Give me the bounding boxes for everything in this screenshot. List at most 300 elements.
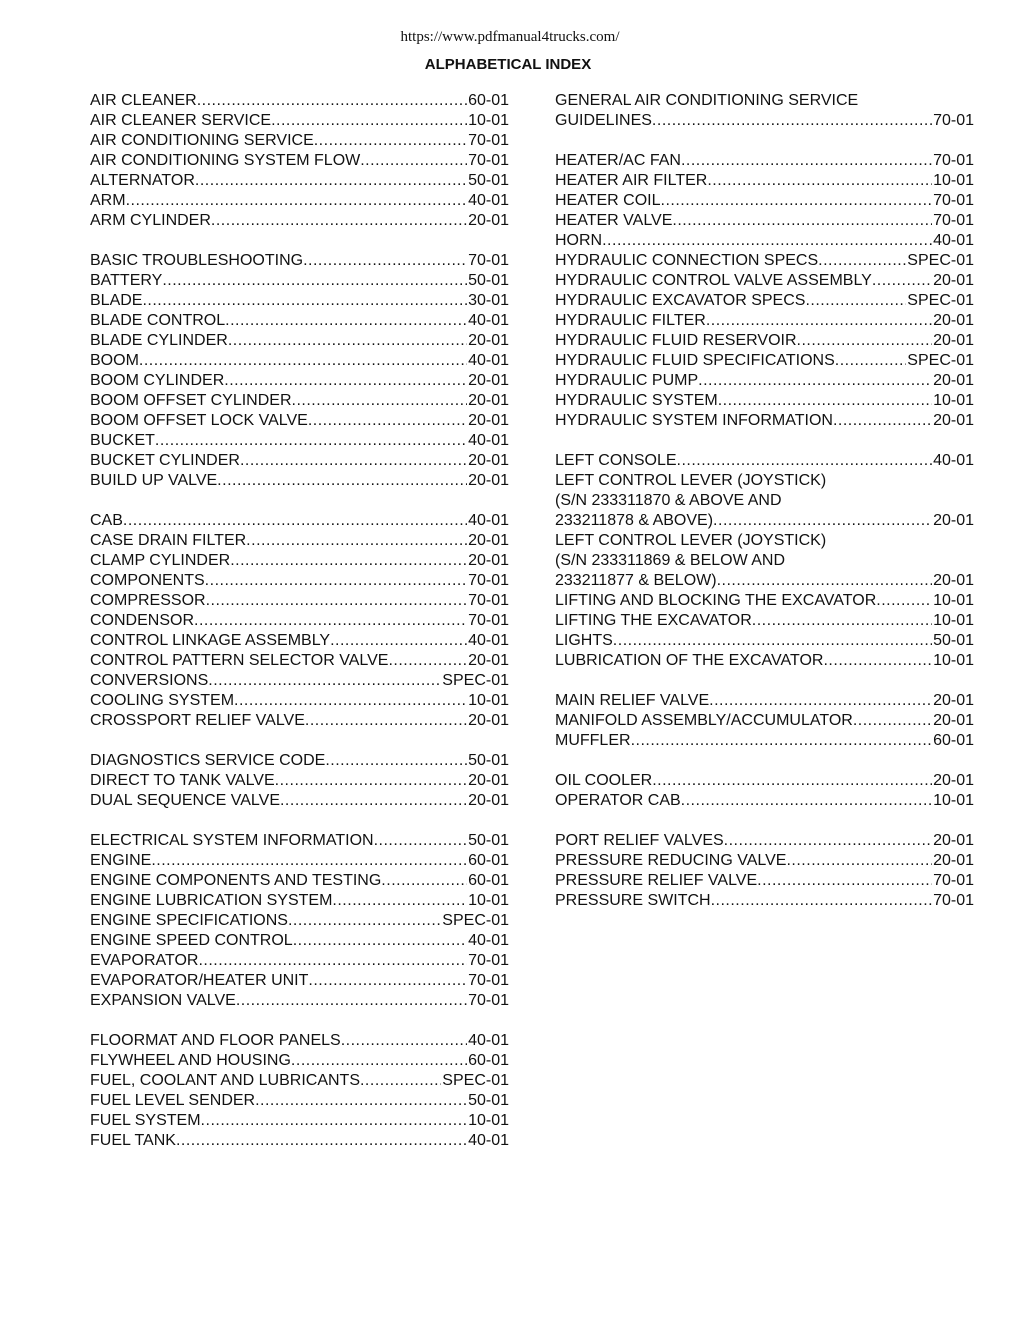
dot-leader (201, 1111, 468, 1131)
dot-leader (786, 851, 932, 871)
index-entry-name: EVAPORATOR (90, 952, 199, 969)
index-entry[interactable] (90, 671, 509, 691)
index-entry[interactable] (555, 831, 974, 851)
dot-leader (602, 231, 932, 251)
index-entry-page: 40-01 (933, 452, 974, 469)
index-entry[interactable] (555, 411, 974, 431)
index-entry-page: 40-01 (468, 1132, 509, 1149)
index-entry[interactable] (90, 571, 509, 591)
index-entry-page: 70-01 (933, 112, 974, 129)
index-entry-page: 40-01 (933, 232, 974, 249)
index-entry-page: 70-01 (933, 152, 974, 169)
index-entry-name: BOOM OFFSET LOCK VALVE (90, 412, 308, 429)
dot-leader (194, 611, 467, 631)
index-entry[interactable] (555, 771, 974, 791)
index-entry[interactable] (90, 851, 509, 871)
index-entry-page: 50-01 (468, 752, 509, 769)
index-entry-page: 10-01 (933, 592, 974, 609)
index-entry-name: ARM CYLINDER (90, 212, 211, 229)
index-entry-name: BOOM OFFSET CYLINDER (90, 392, 292, 409)
dot-leader (677, 451, 933, 471)
source-url: https://www.pdfmanual4trucks.com/ (400, 29, 620, 45)
section-spacer (90, 1011, 509, 1031)
index-entry-page: 20-01 (933, 272, 974, 289)
index-entry-name: MUFFLER (555, 732, 631, 749)
index-entry-page: 70-01 (468, 992, 509, 1009)
dot-leader (853, 711, 932, 731)
index-entry-page: 20-01 (468, 412, 509, 429)
section-spacer (555, 131, 974, 151)
index-entry[interactable] (555, 251, 974, 271)
dot-leader (661, 191, 933, 211)
index-entry-name: FLOORMAT AND FLOOR PANELS (90, 1032, 341, 1049)
index-entry-page: 20-01 (933, 692, 974, 709)
dot-leader (711, 891, 933, 911)
dot-leader (224, 371, 467, 391)
index-entry[interactable] (90, 511, 509, 531)
section-spacer (555, 431, 974, 451)
dot-leader (709, 691, 932, 711)
section-spacer (90, 731, 509, 751)
index-entry[interactable] (90, 191, 509, 211)
index-entry[interactable] (555, 291, 974, 311)
index-entry[interactable] (90, 391, 509, 411)
index-entry-name: LIGHTS (555, 632, 613, 649)
index-entry-name: ENGINE SPECIFICATIONS (90, 912, 288, 929)
index-entry[interactable] (90, 1031, 509, 1051)
index-entry-page: 70-01 (468, 572, 509, 589)
index-entry-page: 20-01 (468, 772, 509, 789)
index-entry-page: 60-01 (468, 1052, 509, 1069)
index-entry-page: 10-01 (933, 612, 974, 629)
page-title: ALPHABETICAL INDEX (424, 56, 592, 73)
index-entry-name: HEATER/AC FAN (555, 152, 681, 169)
index-entry-name: CONVERSIONS (90, 672, 209, 689)
index-entry-page: 40-01 (468, 352, 509, 369)
dot-leader (360, 1071, 441, 1091)
index-entry[interactable] (555, 351, 974, 371)
index-entry-name: MANIFOLD ASSEMBLY/ACCUMULATOR (555, 712, 853, 729)
dot-leader (314, 131, 467, 151)
index-entry-name: GUIDELINES (555, 112, 652, 129)
index-entry-page: 20-01 (468, 372, 509, 389)
index-entry[interactable] (90, 971, 509, 991)
index-entry-page: 40-01 (468, 1032, 509, 1049)
section-spacer (555, 671, 974, 691)
index-entry-name: FUEL SYSTEM (90, 1112, 201, 1129)
index-entry-name: COOLING SYSTEM (90, 692, 235, 709)
index-entry-name: COMPRESSOR (90, 592, 206, 609)
index-entry[interactable] (90, 111, 509, 131)
index-entry[interactable] (555, 331, 974, 351)
index-entry-name: BLADE CONTROL (90, 312, 226, 329)
index-entry-page: 60-01 (468, 872, 509, 889)
index-entry-page: 50-01 (468, 172, 509, 189)
index-entry-name: BATTERY (90, 272, 163, 289)
index-entry[interactable] (90, 451, 509, 471)
index-entry[interactable] (90, 471, 509, 491)
index-entry-name: HORN (555, 232, 603, 249)
index-entry[interactable] (90, 291, 509, 311)
index-entry[interactable] (90, 991, 509, 1011)
dot-leader (332, 891, 467, 911)
index-entry-name: (S/N 233311870 & ABOVE AND (555, 492, 782, 509)
index-entry-name: HYDRAULIC PUMP (555, 372, 699, 389)
dot-leader (126, 191, 468, 211)
index-entry[interactable] (555, 791, 974, 811)
index-entry[interactable] (555, 371, 974, 391)
dot-leader (240, 451, 467, 471)
index-entry-page: 70-01 (468, 252, 509, 269)
index-entry-name: HYDRAULIC SYSTEM INFORMATION (555, 412, 833, 429)
dot-leader (652, 111, 932, 131)
index-entry-name: HYDRAULIC FLUID SPECIFICATIONS (555, 352, 835, 369)
dot-leader (211, 211, 467, 231)
index-entry-name: HEATER AIR FILTER (555, 172, 708, 189)
dot-leader (388, 651, 467, 671)
index-entry[interactable] (90, 311, 509, 331)
dot-leader (833, 411, 932, 431)
index-entry[interactable] (90, 871, 509, 891)
section-spacer (90, 231, 509, 251)
index-entry[interactable] (90, 931, 509, 951)
index-entry-page: 10-01 (468, 692, 509, 709)
index-entry-name: PRESSURE SWITCH (555, 892, 711, 909)
dot-leader (305, 711, 467, 731)
index-entry-page: 20-01 (468, 332, 509, 349)
index-entry-page: 70-01 (933, 872, 974, 889)
index-entry-name: OIL COOLER (555, 772, 653, 789)
index-entry[interactable] (90, 411, 509, 431)
index-entry[interactable] (90, 691, 509, 711)
index-entry[interactable] (555, 511, 974, 531)
index-entry-page: 40-01 (468, 432, 509, 449)
index-entry-page: 20-01 (468, 212, 509, 229)
index-entry-page: 70-01 (468, 612, 509, 629)
dot-leader (151, 851, 467, 871)
index-entry-name: FUEL, COOLANT AND LUBRICANTS (90, 1072, 360, 1089)
index-entry-page: 40-01 (468, 312, 509, 329)
index-entry[interactable] (555, 871, 974, 891)
index-entry[interactable] (555, 491, 974, 511)
index-entry-page: 10-01 (468, 1112, 509, 1129)
index-entry[interactable] (90, 331, 509, 351)
index-entry[interactable] (90, 831, 509, 851)
dot-leader (724, 831, 932, 851)
index-entry[interactable] (555, 691, 974, 711)
section-spacer (555, 811, 974, 831)
index-entry-name: ENGINE (90, 852, 152, 869)
dot-leader (292, 391, 468, 411)
index-entry[interactable] (90, 131, 509, 151)
index-entry-name: LUBRICATION OF THE EXCAVATOR (555, 652, 824, 669)
dot-leader (757, 871, 932, 891)
index-entry[interactable] (90, 1131, 509, 1151)
dot-leader (142, 291, 467, 311)
index-entry-name: ENGINE COMPONENTS AND TESTING (90, 872, 382, 889)
index-entry[interactable] (90, 751, 509, 771)
index-entry-page: 20-01 (933, 832, 974, 849)
dot-leader (225, 311, 467, 331)
index-entry[interactable] (90, 371, 509, 391)
index-entry-page: 20-01 (468, 532, 509, 549)
index-entry-name: PRESSURE REDUCING VALVE (555, 852, 787, 869)
index-entry-name: (S/N 233311869 & BELOW AND (555, 552, 786, 569)
dot-leader (707, 171, 932, 191)
index-entry-page: 10-01 (933, 652, 974, 669)
index-entry-name: DUAL SEQUENCE VALVE (90, 792, 280, 809)
index-entry-page: 70-01 (468, 152, 509, 169)
index-entry[interactable] (90, 1111, 509, 1131)
index-entry-page: 60-01 (468, 852, 509, 869)
index-entry[interactable] (555, 631, 974, 651)
index-entry-page: 10-01 (468, 112, 509, 129)
index-entry-name: CONTROL LINKAGE ASSEMBLY (90, 632, 331, 649)
index-entry-name: ARM (90, 192, 126, 209)
dot-leader (275, 771, 467, 791)
index-entry[interactable] (90, 951, 509, 971)
index-entry-name: AIR CONDITIONING SERVICE (90, 132, 314, 149)
index-entry-page: 10-01 (468, 892, 509, 909)
index-entry-page: SPEC-01 (907, 352, 974, 369)
dot-leader (818, 251, 906, 271)
index-entry-page: 40-01 (468, 632, 509, 649)
dot-leader (713, 511, 932, 531)
index-entry-page: 70-01 (468, 972, 509, 989)
index-entry[interactable] (90, 711, 509, 731)
index-entry-name: PORT RELIEF VALVES (555, 832, 724, 849)
index-entry-page: 40-01 (468, 512, 509, 529)
index-entry-page: SPEC-01 (907, 252, 974, 269)
index-entry[interactable] (90, 251, 509, 271)
index-entry-page: 70-01 (468, 952, 509, 969)
index-entry-name: COMPONENTS (90, 572, 205, 589)
index-entry-name: CONTROL PATTERN SELECTOR VALVE (90, 652, 389, 669)
index-entry[interactable] (555, 91, 974, 111)
index-entry-page: 20-01 (468, 552, 509, 569)
dot-leader (236, 991, 467, 1011)
index-entry-page: 70-01 (468, 132, 509, 149)
dot-leader (805, 291, 906, 311)
dot-leader (255, 1091, 467, 1111)
dot-leader (698, 371, 932, 391)
index-entry-name: ALTERNATOR (90, 172, 195, 189)
index-entry-page: 20-01 (468, 792, 509, 809)
index-entry-page: 20-01 (933, 412, 974, 429)
index-entry[interactable] (555, 271, 974, 291)
index-entry-name: BUCKET (90, 432, 155, 449)
index-entry[interactable] (555, 611, 974, 631)
index-entry-page: 20-01 (468, 652, 509, 669)
index-entry[interactable] (555, 731, 974, 751)
index-entry-name: AIR CLEANER SERVICE (90, 112, 272, 129)
index-entry-page: 40-01 (468, 932, 509, 949)
index-entry-name: HYDRAULIC FILTER (555, 312, 706, 329)
index-entry-name: BLADE CYLINDER (90, 332, 228, 349)
dot-leader (876, 591, 932, 611)
index-entry[interactable] (90, 791, 509, 811)
index-entry[interactable] (90, 611, 509, 631)
index-entry[interactable] (90, 351, 509, 371)
index-entry[interactable] (555, 651, 974, 671)
dot-leader (234, 691, 467, 711)
index-entry-page: 50-01 (468, 272, 509, 289)
index-entry-page: SPEC-01 (442, 672, 509, 689)
index-entry[interactable] (555, 391, 974, 411)
index-entry-name: BASIC TROUBLESHOOTING (90, 252, 304, 269)
index-entry[interactable] (555, 151, 974, 171)
index-entry-page: 20-01 (933, 332, 974, 349)
index-entry-page: 40-01 (468, 192, 509, 209)
index-entry-name: HYDRAULIC FLUID RESERVOIR (555, 332, 797, 349)
index-entry[interactable] (555, 711, 974, 731)
index-entry-name: MAIN RELIEF VALVE (555, 692, 710, 709)
index-entry-page: 10-01 (933, 172, 974, 189)
index-entry-page: SPEC-01 (442, 1072, 509, 1089)
dot-leader (205, 571, 467, 591)
index-entry[interactable] (555, 891, 974, 911)
index-entry[interactable] (555, 231, 974, 251)
dot-leader (672, 211, 932, 231)
index-entry[interactable] (555, 111, 974, 131)
index-entry[interactable] (90, 211, 509, 231)
dot-leader (206, 591, 468, 611)
dot-leader (717, 571, 933, 591)
index-entry[interactable] (555, 211, 974, 231)
index-entry[interactable] (90, 531, 509, 551)
index-entry-page: 20-01 (933, 512, 974, 529)
index-entry-page: 20-01 (933, 372, 974, 389)
index-entry[interactable] (90, 591, 509, 611)
index-entry[interactable] (90, 1071, 509, 1091)
index-entry-name: HEATER COIL (555, 192, 661, 209)
index-entry[interactable] (90, 631, 509, 651)
index-entry[interactable] (90, 891, 509, 911)
dot-leader (303, 251, 467, 271)
index-entry[interactable] (90, 1091, 509, 1111)
dot-leader (291, 1051, 467, 1071)
index-entry[interactable] (555, 551, 974, 571)
index-entry-name: LIFTING THE EXCAVATOR (555, 612, 752, 629)
dot-leader (208, 671, 441, 691)
index-entry-name: HYDRAULIC CONTROL VALVE ASSEMBLY (555, 272, 872, 289)
index-entry[interactable] (555, 311, 974, 331)
index-entry-page: 30-01 (468, 292, 509, 309)
section-spacer (555, 751, 974, 771)
index-entry-page: 50-01 (468, 1092, 509, 1109)
index-entry-name: CROSSPORT RELIEF VALVE (90, 712, 305, 729)
dot-leader (613, 631, 932, 651)
dot-leader (752, 611, 932, 631)
index-entry-page: 70-01 (933, 212, 974, 229)
index-entry-name: HYDRAULIC EXCAVATOR SPECS (555, 292, 806, 309)
index-entry-page: 20-01 (933, 312, 974, 329)
index-entry[interactable] (555, 471, 974, 491)
dot-leader (230, 551, 467, 571)
index-entry-name: GENERAL AIR CONDITIONING SERVICE (555, 92, 859, 109)
index-entry[interactable] (90, 271, 509, 291)
index-column-left (90, 91, 509, 1151)
index-entry[interactable] (555, 191, 974, 211)
index-entry-name: DIAGNOSTICS SERVICE CODE (90, 752, 326, 769)
dot-leader (123, 511, 467, 531)
index-entry-name: LIFTING AND BLOCKING THE EXCAVATOR (555, 592, 877, 609)
dot-leader (706, 311, 932, 331)
index-entry-name: 233211877 & BELOW) (555, 572, 717, 589)
dot-leader (681, 791, 932, 811)
index-entry[interactable] (555, 571, 974, 591)
dot-leader (271, 111, 467, 131)
index-entry-page: 20-01 (468, 452, 509, 469)
section-spacer (90, 491, 509, 511)
index-entry-page: 50-01 (933, 632, 974, 649)
index-entry-page: 20-01 (933, 712, 974, 729)
index-entry-page: SPEC-01 (907, 292, 974, 309)
dot-leader (155, 431, 467, 451)
index-entry-name: EVAPORATOR/HEATER UNIT (90, 972, 309, 989)
dot-leader (374, 831, 467, 851)
index-entry[interactable] (90, 171, 509, 191)
index-entry[interactable] (90, 651, 509, 671)
index-entry-name: ENGINE SPEED CONTROL (90, 932, 293, 949)
index-entry[interactable] (90, 551, 509, 571)
index-entry[interactable] (555, 451, 974, 471)
index-entry[interactable] (90, 91, 509, 111)
index-entry-page: SPEC-01 (442, 912, 509, 929)
index-entry-name: CAB (90, 512, 123, 529)
index-entry[interactable] (555, 531, 974, 551)
dot-leader (176, 1131, 467, 1151)
index-entry-name: FLYWHEEL AND HOUSING (90, 1052, 291, 1069)
index-entry-name: CLAMP CYLINDER (90, 552, 231, 569)
index-entry-page: 70-01 (933, 892, 974, 909)
index-entry-page: 20-01 (468, 712, 509, 729)
index-entry-name: EXPANSION VALVE (90, 992, 236, 1009)
dot-leader (823, 651, 932, 671)
index-entry[interactable] (90, 1051, 509, 1071)
index-entry-name: HYDRAULIC CONNECTION SPECS (555, 252, 819, 269)
dot-leader (217, 471, 467, 491)
dot-leader (246, 531, 467, 551)
dot-leader (872, 271, 932, 291)
dot-leader (797, 331, 933, 351)
dot-leader (228, 331, 467, 351)
index-entry[interactable] (90, 431, 509, 451)
index-entry-name: BUILD UP VALVE (90, 472, 218, 489)
index-entry-page: 50-01 (468, 832, 509, 849)
index-entry[interactable] (555, 171, 974, 191)
dot-leader (652, 771, 932, 791)
dot-leader (293, 931, 467, 951)
dot-leader (162, 271, 467, 291)
index-entry-page: 20-01 (933, 852, 974, 869)
index-entry[interactable] (90, 911, 509, 931)
dot-leader (139, 351, 467, 371)
index-entry[interactable] (555, 591, 974, 611)
index-entry-name: LEFT CONTROL LEVER (JOYSTICK) (555, 532, 827, 549)
index-entry[interactable] (90, 771, 509, 791)
index-entry-name: LEFT CONTROL LEVER (JOYSTICK) (555, 472, 827, 489)
index-entry-name: HEATER VALVE (555, 212, 673, 229)
index-entry[interactable] (555, 851, 974, 871)
index-entry-name: ENGINE LUBRICATION SYSTEM (90, 892, 333, 909)
index-entry-page: 70-01 (933, 192, 974, 209)
dot-leader (360, 151, 467, 171)
index-entry-page: 10-01 (933, 792, 974, 809)
index-entry-name: FUEL TANK (90, 1132, 176, 1149)
index-entry-name: 233211878 & ABOVE) (555, 512, 714, 529)
index-entry[interactable] (90, 151, 509, 171)
